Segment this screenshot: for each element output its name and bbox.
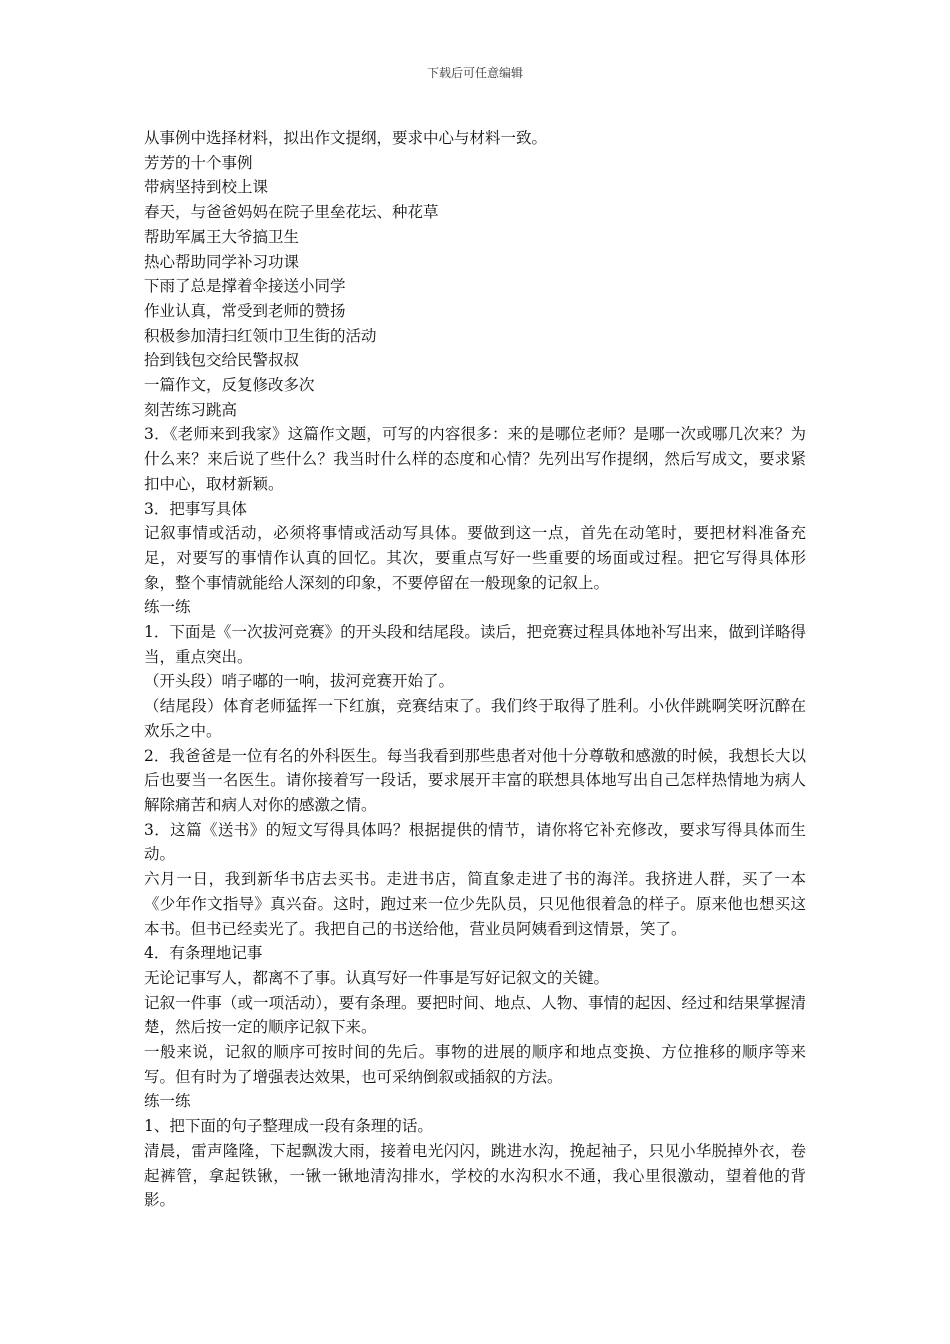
paragraph: 记叙事情或活动，必须将事情或活动写具体。要做到这一点，首先在动笔时，要把材料准备充足，对要写的事情作认真的回忆。其次，要重点写好一些重要的场面或过程。把它写得具体形象，整个事情就能给人深刻的印象，不要停留在一般现象的记叙上。 <box>144 524 806 592</box>
paragraph: 一般来说，记叙的顺序可按时间的先后。事物的进展的顺序和地点变换、方位推移的顺序等来写。但有时为了增强表达效果，也可采纳倒叙或插叙的方法。 <box>144 1043 806 1086</box>
paragraph: （开头段）哨子嘟的一响，拔河竞赛开始了。 <box>144 672 455 691</box>
paragraph: 帮助军属王大爷搞卫生 <box>144 227 300 246</box>
paragraph: 3．这篇《送书》的短文写得具体吗？根据提供的情节，请你将它补充修改，要求写得具体而生动。 <box>144 820 806 864</box>
paragraph: （结尾段）体育老师猛挥一下红旗，竞赛结束了。我们终于取得了胜利。小伙伴跳啊笑呀沉醉在欢乐之中。 <box>144 697 806 740</box>
section-heading: 3．把事写具体 <box>144 499 247 518</box>
paragraph: 一篇作文，反复修改多次 <box>144 376 315 395</box>
paragraph: 带病坚持到校上课 <box>144 178 269 197</box>
paragraph: 拾到钱包交给民警叔叔 <box>144 351 300 370</box>
paragraph: 春天，与爸爸妈妈在院子里垒花坛、种花草 <box>144 203 439 222</box>
paragraph: 热心帮助同学补习功课 <box>144 252 300 271</box>
paragraph: 1、把下面的句子整理成一段有条理的话。 <box>144 1117 433 1136</box>
paragraph: 3．《老师来到我家》这篇作文题，可写的内容很多：来的是哪位老师？是哪一次或哪几次来？为什么来？来后说了些什么？我当时什么样的态度和心情？先列出写作提纲，然后写成文，要求紧扣中心，取材新颖。 <box>144 425 806 493</box>
exercise-heading: 练一练 <box>144 1092 191 1111</box>
document-body <box>144 126 806 1213</box>
paragraph: 刻苦练习跳高 <box>144 400 238 419</box>
paragraph: 积极参加清扫红领巾卫生街的活动 <box>144 326 377 345</box>
page-header: 下载后可任意编辑 <box>426 66 523 80</box>
paragraph: 从事例中选择材料，拟出作文提纲，要求中心与材料一致。 <box>144 129 548 147</box>
exercise-heading: 练一练 <box>144 598 191 617</box>
paragraph: 无论记事写人，都离不了事。认真写好一件事是写好记叙文的关键。 <box>144 968 610 987</box>
paragraph: 六月一日，我到新华书店去买书。走进书店，简直象走进了书的海洋。我挤进人群，买了一本《少年作文指导》真兴奋。这时，跑过来一位少先队员，只见他很着急的样子。原来他也想买这本书。但书已经卖光了。我把自己的书送给他，营业员阿姨看到这情景，笑了。 <box>144 870 806 938</box>
paragraph: 记叙一件事（或一项活动），要有条理。要把时间、地点、人物、事情的起因、经过和结果掌握清楚，然后按一定的顺序记叙下来。 <box>144 993 806 1037</box>
paragraph: 作业认真，常受到老师的赞扬 <box>144 301 346 320</box>
paragraph: 2．我爸爸是一位有名的外科医生。每当我看到那些患者对他十分尊敬和感激的时候，我想长大以后也要当一名医生。请你接着写一段话，要求展开丰富的联想具体地写出自己怎样热情地为病人解除痛苦和病人对你的感激之情。 <box>144 746 806 814</box>
paragraph: 下雨了总是撑着伞接送小同学 <box>144 277 346 296</box>
section-heading: 4．有条理地记事 <box>144 944 263 963</box>
paragraph: 清晨，雷声隆隆，下起飘泼大雨，接着电光闪闪，跳进水沟，挽起袖子，只见小华脱掉外衣，卷起裤管，拿起铁锹，一锹一锹地清沟排水，学校的水沟积水不通，我心里很激动，望着他的背影。 <box>144 1141 806 1210</box>
paragraph: 1．下面是《一次拔河竞赛》的开头段和结尾段。读后，把竞赛过程具体地补写出来，做到详略得当，重点突出。 <box>144 623 806 666</box>
paragraph: 芳芳的十个事例 <box>144 153 253 172</box>
